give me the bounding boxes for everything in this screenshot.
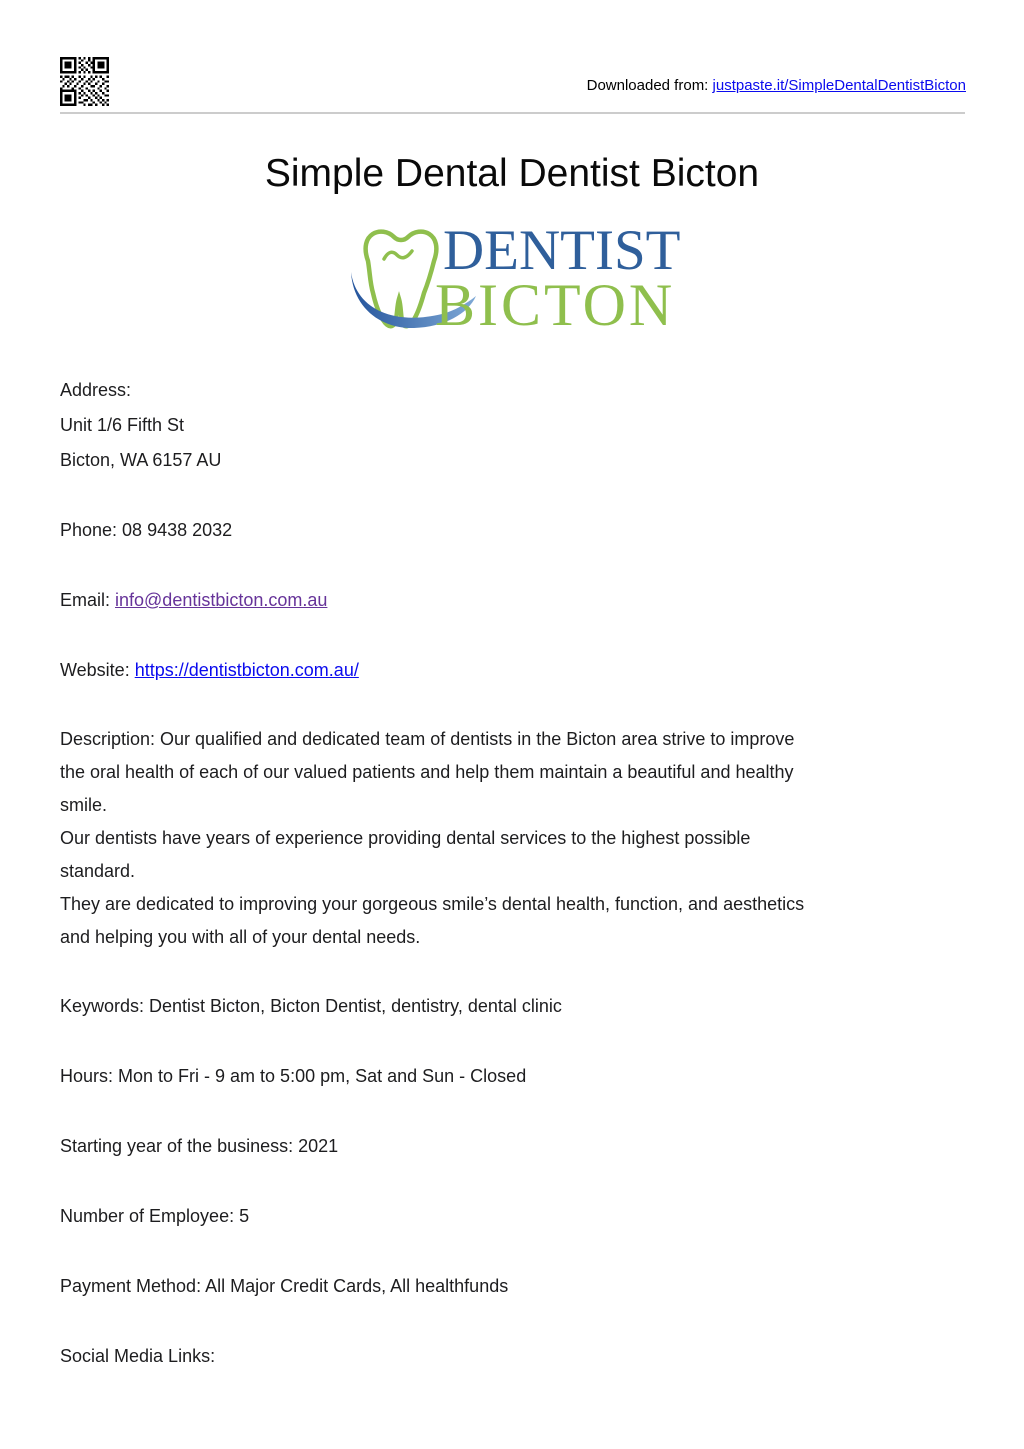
logo-text-bicton: BICTON — [435, 272, 676, 330]
description-line: and helping you with all of your dental needs. — [60, 927, 421, 947]
website-label: Website: — [60, 660, 135, 680]
business-logo — [344, 224, 680, 330]
description-line: the oral health of each of our valued patients and help them maintain a beautiful and healthy — [60, 762, 794, 782]
description-line: They are dedicated to improving your gorgeous smile’s dental health, function, and aesthetics — [60, 894, 805, 914]
download-source-line — [587, 77, 966, 94]
payment-method-line: Payment Method: All Major Credit Cards, All healthfunds — [60, 1276, 509, 1296]
description-line: Our dentists have years of experience providing dental services to the highest possible — [60, 828, 751, 848]
email-label: Email: — [60, 590, 116, 610]
header-divider — [60, 112, 965, 114]
address-block — [60, 373, 966, 478]
keywords-line: Keywords: Dentist Bicton, Bicton Dentist, dentistry, dental clinic — [60, 996, 562, 1016]
email-line — [60, 583, 966, 618]
address-line-street: Unit 1/6 Fifth St — [60, 415, 185, 435]
email-link[interactable]: info@dentistbicton.com.au — [115, 590, 328, 610]
business-details — [60, 373, 966, 1409]
address-line-city: Bicton, WA 6157 AU — [60, 450, 222, 470]
download-source-label: Downloaded from: — [586, 77, 713, 94]
address-label: Address: — [60, 380, 132, 400]
employee-count-line: Number of Employee: 5 — [60, 1206, 250, 1226]
description-block — [60, 723, 966, 954]
website-line — [60, 653, 966, 688]
download-source-link[interactable]: justpaste.it/SimpleDentalDentistBicton — [712, 77, 966, 94]
website-link[interactable]: https://dentistbicton.com.au/ — [134, 660, 359, 680]
description-line: standard. — [60, 861, 136, 881]
page-title: Simple Dental Dentist Bicton — [264, 152, 760, 195]
description-line: smile. — [60, 795, 108, 815]
social-media-links-label: Social Media Links: — [60, 1346, 216, 1366]
logo-text-dentist: DENTIST — [443, 224, 680, 282]
hours-line: Hours: Mon to Fri - 9 am to 5:00 pm, Sat and Sun - Closed — [60, 1066, 527, 1086]
description-line: Description: Our qualified and dedicated team of dentists in the Bicton area strive to improve — [60, 729, 795, 749]
starting-year-line: Starting year of the business: 2021 — [60, 1136, 339, 1156]
qr-code-icon — [60, 57, 109, 106]
phone-line: Phone: 08 9438 2032 — [60, 520, 233, 540]
